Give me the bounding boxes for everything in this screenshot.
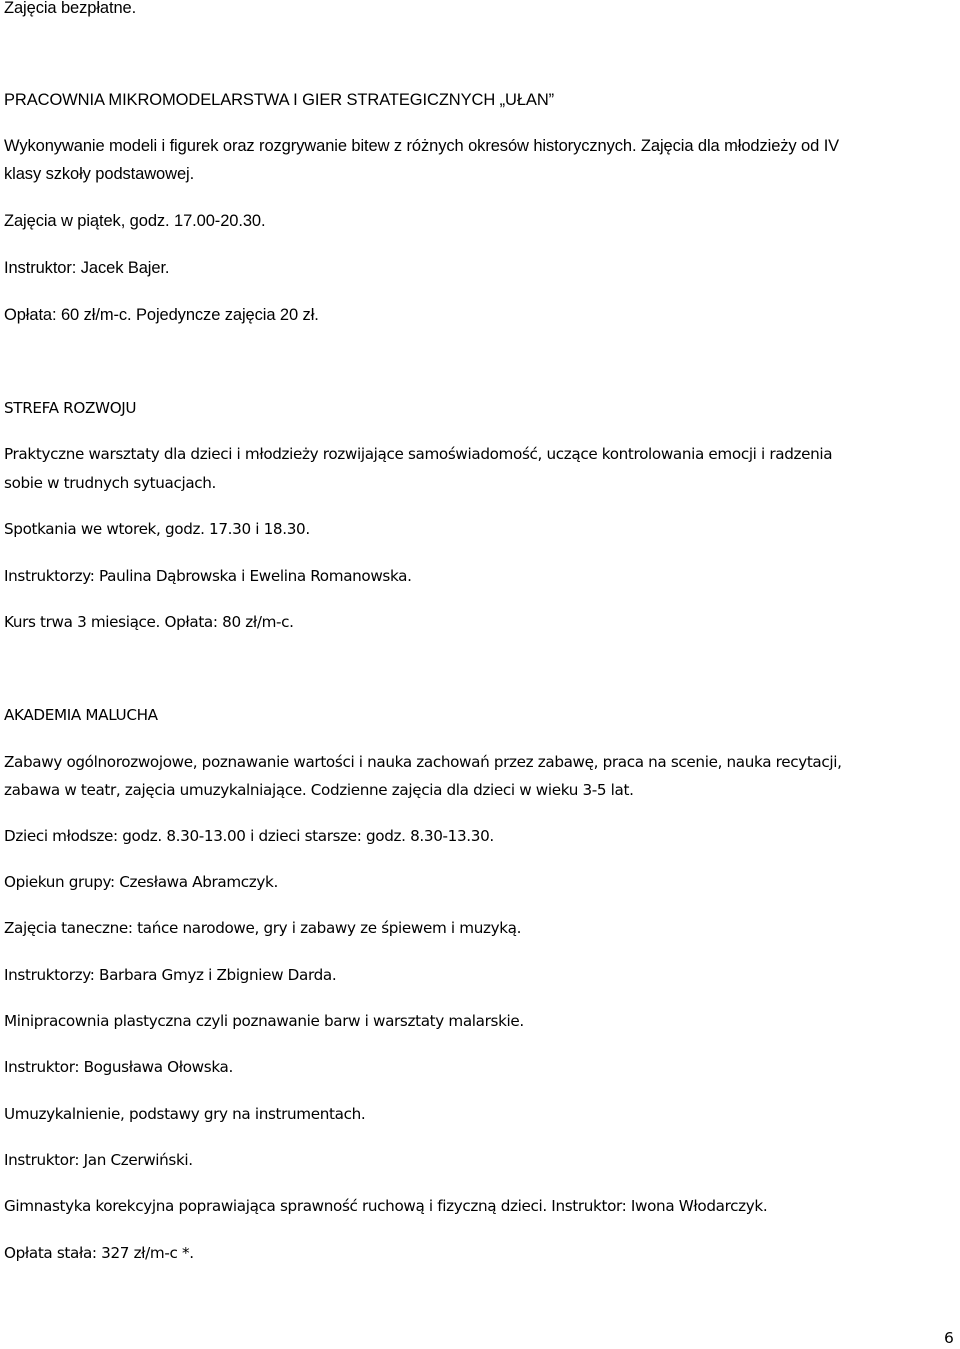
pracownia-schedule: Zajęcia w piątek, godz. 17.00-20.30. — [4, 212, 266, 230]
akademia-dance-instructors: Instruktorzy: Barbara Gmyz i Zbigniew Darda. — [4, 966, 337, 984]
akademia-art-instructor: Instruktor: Bogusława Ołowska. — [4, 1058, 233, 1076]
strefa-description-line1: Praktyczne warsztaty dla dzieci i młodzieży rozwijające samoświadomość, uczące kontrolowania emocji i radzenia — [4, 445, 833, 463]
section-heading-strefa: STREFA ROZWOJU — [4, 399, 137, 417]
strefa-instructors: Instruktorzy: Paulina Dąbrowska i Ewelina Romanowska. — [4, 567, 412, 585]
pracownia-fee: Opłata: 60 zł/m-c. Pojedyncze zajęcia 20 zł. — [4, 306, 319, 324]
pracownia-instructor: Instruktor: Jacek Bajer. — [4, 259, 170, 277]
akademia-music-instructor: Instruktor: Jan Czerwiński. — [4, 1151, 193, 1169]
akademia-description-line1: Zabawy ogólnorozwojowe, poznawanie wartości i nauka zachowań przez zabawę, praca na scenie, nauka recytacji, — [4, 753, 842, 771]
akademia-fee: Opłata stała: 327 zł/m-c *. — [4, 1244, 194, 1262]
strefa-duration-fee: Kurs trwa 3 miesiące. Opłata: 80 zł/m-c. — [4, 613, 294, 631]
akademia-gymnastics: Gimnastyka korekcyjna poprawiająca sprawność ruchową i fizyczną dzieci. Instruktor: Iwona Włodarczyk. — [4, 1197, 768, 1215]
section-heading-akademia: AKADEMIA MALUCHA — [4, 706, 158, 724]
akademia-hours: Dzieci młodsze: godz. 8.30-13.00 i dzieci starsze: godz. 8.30-13.30. — [4, 827, 494, 845]
akademia-art: Minipracownia plastyczna czyli poznawanie barw i warsztaty malarskie. — [4, 1012, 524, 1030]
section-heading-pracownia: PRACOWNIA MIKROMODELARSTWA I GIER STRATEGICZNYCH „UŁAN” — [4, 91, 555, 109]
akademia-dance: Zajęcia taneczne: tańce narodowe, gry i zabawy ze śpiewem i muzyką. — [4, 919, 522, 937]
strefa-description-line2: sobie w trudnych sytuacjach. — [4, 474, 217, 492]
akademia-caretaker: Opiekun grupy: Czesława Abramczyk. — [4, 873, 278, 891]
page-number: 6 — [944, 1329, 954, 1347]
pracownia-description-line2: klasy szkoły podstawowej. — [4, 165, 195, 183]
akademia-music: Umuzykalnienie, podstawy gry na instrumentach. — [4, 1105, 366, 1123]
akademia-description-line2: zabawa w teatr, zajęcia umuzykalniające. Codzienne zajęcia dla dzieci w wieku 3-5 lat. — [4, 781, 634, 799]
pracownia-description-line1: Wykonywanie modeli i figurek oraz rozgrywanie bitew z różnych okresów historycznych. Zajęcia dla młodzieży od IV — [4, 137, 840, 155]
strefa-schedule: Spotkania we wtorek, godz. 17.30 i 18.30. — [4, 520, 310, 538]
intro-text: Zajęcia bezpłatne. — [4, 0, 137, 17]
